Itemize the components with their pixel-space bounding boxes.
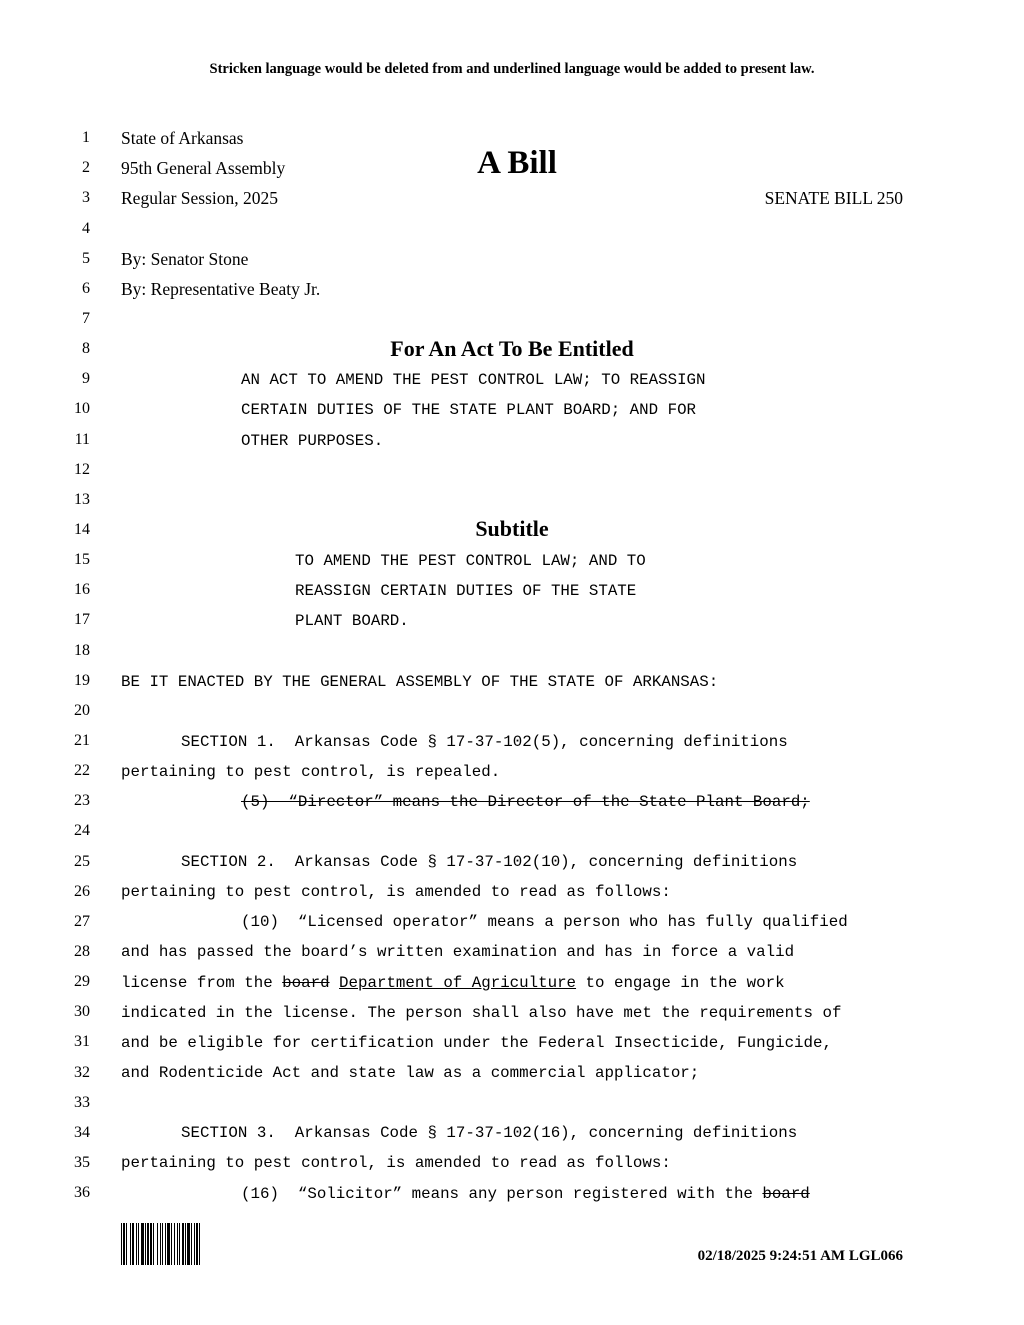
title-line: OTHER PURPOSES. [241, 432, 384, 450]
line-number: 14 [74, 521, 90, 538]
line-number: 29 [74, 973, 90, 990]
line-number: 34 [74, 1124, 90, 1141]
state-name: State of Arkansas [121, 128, 244, 148]
line-number: 27 [74, 913, 90, 930]
subtitle-heading: Subtitle [475, 516, 549, 541]
sponsor-house: By: Representative Beaty Jr. [121, 279, 321, 299]
underlined-added-text: Department of Agriculture [339, 974, 577, 992]
line-number: 22 [74, 762, 90, 779]
barcode-stripe [200, 1223, 202, 1265]
stricken-text: (5) “Director” means the Director of the State Plant Board; [241, 793, 810, 811]
subtitle-line: REASSIGN CERTAIN DUTIES OF THE STATE [295, 582, 637, 600]
line-number: 13 [74, 491, 90, 508]
line-number: 23 [74, 792, 90, 809]
line-number: 6 [82, 280, 90, 297]
line-number: 9 [82, 370, 90, 387]
section-3-line: SECTION 3. Arkansas Code § 17-37-102(16), concerning definitions [181, 1124, 798, 1142]
section-3-amended-line [241, 1184, 810, 1204]
section-3-line: pertaining to pest control, is amended to read as follows: [121, 1154, 671, 1172]
line-number: 26 [74, 883, 90, 900]
stricken-text: board [282, 974, 330, 992]
title-heading: For An Act To Be Entitled [390, 336, 634, 361]
title-line: AN ACT TO AMEND THE PEST CONTROL LAW; TO REASSIGN [241, 371, 706, 389]
line-number: 3 [82, 189, 90, 206]
plain-text: license from the [121, 974, 283, 992]
section-1-line: pertaining to pest control, is repealed. [121, 763, 501, 781]
line-number: 16 [74, 581, 90, 598]
line-number: 7 [82, 310, 90, 327]
line-number: 28 [74, 943, 90, 960]
section-1-stricken-text [241, 792, 810, 812]
section-2-line: SECTION 2. Arkansas Code § 17-37-102(10), concerning definitions [181, 853, 798, 871]
line-number: 17 [74, 611, 90, 628]
section-2-line: and has passed the board’s written examination and has in force a valid [121, 943, 795, 961]
line-number: 15 [74, 551, 90, 568]
section-2-amended-line [121, 973, 785, 993]
line-number: 21 [74, 732, 90, 749]
line-number: 31 [74, 1033, 90, 1050]
plain-text: to engage in the work [576, 974, 785, 992]
line-number: 11 [74, 431, 90, 448]
section-1-line: SECTION 1. Arkansas Code § 17-37-102(5), concerning definitions [181, 733, 788, 751]
line-number: 36 [74, 1184, 90, 1201]
subtitle-line: PLANT BOARD. [295, 612, 409, 630]
footer-timestamp-id: 02/18/2025 9:24:51 AM LGL066 [697, 1248, 903, 1264]
line-number: 8 [82, 340, 90, 357]
section-2-line: pertaining to pest control, is amended to read as follows: [121, 883, 671, 901]
bill-number: SENATE BILL 250 [764, 188, 903, 208]
line-number: 30 [74, 1003, 90, 1020]
section-2-line: and be eligible for certification under the Federal Insecticide, Fungicide, [121, 1034, 832, 1052]
line-number: 10 [74, 400, 90, 417]
section-2-line: (10) “Licensed operator” means a person who has fully qualified [241, 913, 848, 931]
line-number: 2 [82, 159, 90, 176]
barcode-image [121, 1223, 249, 1265]
section-2-line: and Rodenticide Act and state law as a commercial applicator; [121, 1064, 700, 1082]
line-number: 4 [82, 220, 90, 237]
line-number: 1 [82, 129, 90, 146]
title-line: CERTAIN DUTIES OF THE STATE PLANT BOARD; AND FOR [241, 401, 697, 419]
line-number: 5 [82, 250, 90, 267]
session-label: Regular Session, 2025 [121, 188, 279, 208]
stricken-text: board [762, 1185, 810, 1203]
plain-text: (16) “Solicitor” means any person registered with the [241, 1185, 763, 1203]
line-number: 33 [74, 1094, 90, 1111]
line-number: 25 [74, 853, 90, 870]
section-2-line: indicated in the license. The person shall also have met the requirements of [121, 1004, 842, 1022]
amendment-notice: Stricken language would be deleted from and underlined language would be added to present law. [209, 61, 815, 77]
line-number: 35 [74, 1154, 90, 1171]
line-number: 24 [74, 822, 90, 839]
sponsor-senate: By: Senator Stone [121, 249, 249, 269]
plain-text [330, 974, 339, 992]
line-number: 32 [74, 1064, 90, 1081]
line-number: 12 [74, 461, 90, 478]
line-number: 18 [74, 642, 90, 659]
document-type-title: A Bill [477, 145, 557, 181]
general-assembly: 95th General Assembly [121, 158, 286, 178]
line-number: 19 [74, 672, 90, 689]
enacting-clause: BE IT ENACTED BY THE GENERAL ASSEMBLY OF THE STATE OF ARKANSAS: [121, 673, 719, 691]
line-number: 20 [74, 702, 90, 719]
subtitle-line: TO AMEND THE PEST CONTROL LAW; AND TO [295, 552, 646, 570]
